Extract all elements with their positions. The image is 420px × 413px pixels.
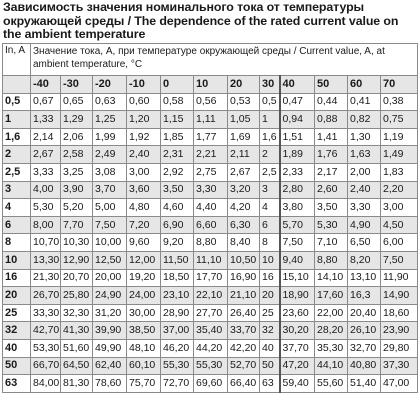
current-value-cell: 4,80 — [127, 199, 161, 217]
current-value-cell: 1,11 — [194, 111, 228, 129]
current-value-cell: 59,40 — [280, 375, 315, 393]
current-value-cell: 26,10 — [348, 322, 381, 340]
current-value-cell: 2,21 — [194, 146, 228, 164]
current-value-cell: 1,89 — [280, 146, 315, 164]
current-value-cell: 8,00 — [31, 216, 61, 234]
current-value-cell: 7,70 — [61, 216, 93, 234]
current-value-cell: 26,40 — [228, 304, 260, 322]
current-value-cell: 6,30 — [228, 216, 260, 234]
current-value-cell: 0,41 — [348, 93, 381, 111]
current-value-cell: 40,80 — [348, 357, 381, 375]
current-value-cell: 6,00 — [381, 234, 418, 252]
current-value-cell: 17,70 — [194, 269, 228, 287]
table-row — [3, 375, 418, 393]
current-value-cell: 3,50 — [315, 199, 348, 217]
current-value-cell: 66,40 — [228, 375, 260, 393]
temperature-header-cell: -20 — [93, 76, 127, 94]
current-value-cell: 2,92 — [161, 163, 194, 181]
current-value-cell: 4,50 — [381, 216, 418, 234]
current-value-cell: 16,3 — [348, 287, 381, 305]
current-value-cell: 2,5 — [260, 163, 280, 181]
table-row — [3, 163, 418, 181]
in-column-header: In, A — [3, 44, 31, 76]
current-value-cell: 3,70 — [93, 181, 127, 199]
current-value-cell: 47,00 — [381, 375, 418, 393]
current-value-cell: 8,80 — [194, 234, 228, 252]
current-value-cell: 3,50 — [161, 181, 194, 199]
current-value-cell: 50 — [260, 357, 280, 375]
current-value-cell: 14,10 — [315, 269, 348, 287]
current-value-cell: 10 — [260, 251, 280, 269]
table-row — [3, 93, 418, 111]
table-row — [3, 357, 418, 375]
current-value-cell: 2,49 — [93, 146, 127, 164]
rated-current-cell: 8 — [3, 234, 31, 252]
current-value-cell: 32,70 — [348, 339, 381, 357]
temperature-header-cell: 40 — [280, 76, 315, 94]
current-value-cell: 55,30 — [161, 357, 194, 375]
temperature-header-cell: 70 — [381, 76, 418, 94]
current-value-cell: 11,50 — [161, 251, 194, 269]
current-value-cell: 4,00 — [31, 181, 61, 199]
current-value-cell: 51,40 — [348, 375, 381, 393]
current-value-cell: 37,30 — [381, 357, 418, 375]
current-value-cell: 31,20 — [93, 304, 127, 322]
current-value-cell: 3,90 — [61, 181, 93, 199]
current-value-cell: 4,20 — [228, 199, 260, 217]
current-value-cell: 3,80 — [280, 199, 315, 217]
table-row — [3, 128, 418, 146]
current-value-cell: 55,30 — [194, 357, 228, 375]
current-value-cell: 5,30 — [31, 199, 61, 217]
current-value-cell: 12,00 — [127, 251, 161, 269]
current-value-cell: 8,40 — [228, 234, 260, 252]
current-value-cell: 2,60 — [315, 181, 348, 199]
current-value-cell: 4,40 — [194, 199, 228, 217]
rated-current-cell: 40 — [3, 339, 31, 357]
temperature-header-cell: 0 — [161, 76, 194, 94]
current-value-cell: 11,90 — [381, 269, 418, 287]
current-value-cell: 60,10 — [127, 357, 161, 375]
current-value-cell: 6,50 — [348, 234, 381, 252]
current-value-cell: 18,60 — [381, 304, 418, 322]
current-value-cell: 23,10 — [161, 287, 194, 305]
current-value-cell: 7,50 — [381, 251, 418, 269]
current-value-cell: 9,60 — [127, 234, 161, 252]
current-value-cell: 16,90 — [228, 269, 260, 287]
current-value-cell: 5,20 — [61, 199, 93, 217]
current-value-cell: 1,15 — [161, 111, 194, 129]
current-value-cell: 66,70 — [31, 357, 61, 375]
current-value-cell: 35,30 — [315, 339, 348, 357]
current-value-cell: 62,40 — [93, 357, 127, 375]
table-row — [3, 304, 418, 322]
current-value-cell: 48,10 — [127, 339, 161, 357]
current-value-cell: 0,67 — [31, 93, 61, 111]
table-body — [3, 93, 418, 392]
current-value-cell: 2,40 — [348, 181, 381, 199]
temperature-header-cell: 10 — [194, 76, 228, 94]
current-value-cell: 81,30 — [61, 375, 93, 393]
current-value-cell: 10,70 — [31, 234, 61, 252]
current-value-cell: 33,30 — [31, 304, 61, 322]
temperature-header-cell: 20 — [228, 76, 260, 94]
rated-current-cell: 16 — [3, 269, 31, 287]
current-value-cell: 72,70 — [161, 375, 194, 393]
current-value-cell: 13,10 — [348, 269, 381, 287]
current-value-cell: 1,6 — [260, 128, 280, 146]
current-value-cell: 12,90 — [61, 251, 93, 269]
current-value-cell: 63 — [260, 375, 280, 393]
table-row — [3, 216, 418, 234]
rated-current-cell: 3 — [3, 181, 31, 199]
current-value-cell: 24,00 — [127, 287, 161, 305]
current-value-cell: 6,60 — [194, 216, 228, 234]
current-value-cell: 69,60 — [194, 375, 228, 393]
current-value-cell: 3,33 — [31, 163, 61, 181]
temperature-header-cell: -30 — [61, 76, 93, 94]
current-value-cell: 2,17 — [315, 163, 348, 181]
current-value-cell: 41,30 — [61, 322, 93, 340]
current-value-cell: 3,25 — [61, 163, 93, 181]
current-value-cell: 35,40 — [194, 322, 228, 340]
current-value-cell: 1,49 — [381, 146, 418, 164]
current-value-cell: 19,20 — [127, 269, 161, 287]
rated-current-cell: 63 — [3, 375, 31, 393]
current-value-cell: 1 — [260, 111, 280, 129]
current-value-cell: 1,41 — [315, 128, 348, 146]
current-value-cell: 20,70 — [61, 269, 93, 287]
current-value-cell: 8,20 — [348, 251, 381, 269]
temperature-header-cell: 50 — [315, 76, 348, 94]
current-value-cell: 20,00 — [93, 269, 127, 287]
rated-current-cell: 4 — [3, 199, 31, 217]
current-value-cell: 51,60 — [61, 339, 93, 357]
current-value-cell: 0,44 — [315, 93, 348, 111]
current-value-cell: 33,70 — [228, 322, 260, 340]
current-value-cell: 4,60 — [161, 199, 194, 217]
current-value-cell: 30,00 — [127, 304, 161, 322]
current-value-cell: 3,08 — [93, 163, 127, 181]
rated-current-cell: 1,6 — [3, 128, 31, 146]
current-value-cell: 13,30 — [31, 251, 61, 269]
current-value-cell: 52,70 — [228, 357, 260, 375]
current-value-cell: 26,70 — [31, 287, 61, 305]
current-value-cell: 42,70 — [31, 322, 61, 340]
current-temperature-table — [2, 43, 418, 393]
current-value-cell: 29,80 — [381, 339, 418, 357]
temperature-header-cell: -40 — [31, 76, 61, 94]
current-value-cell: 5,30 — [315, 216, 348, 234]
current-value-cell: 3,00 — [381, 199, 418, 217]
current-value-cell: 2,06 — [61, 128, 93, 146]
current-value-cell: 28,20 — [315, 322, 348, 340]
current-value-cell: 78,60 — [93, 375, 127, 393]
current-value-cell: 27,70 — [194, 304, 228, 322]
current-value-cell: 1,77 — [194, 128, 228, 146]
current-value-cell: 8,80 — [315, 251, 348, 269]
current-value-cell: 1,85 — [161, 128, 194, 146]
temperature-corner-cell — [3, 76, 31, 94]
table-row — [3, 287, 418, 305]
current-value-cell: 1,51 — [280, 128, 315, 146]
current-value-cell: 2,80 — [280, 181, 315, 199]
current-value-cell: 46,20 — [161, 339, 194, 357]
current-value-cell: 1,69 — [228, 128, 260, 146]
current-value-cell: 1,19 — [381, 128, 418, 146]
current-value-cell: 64,50 — [61, 357, 93, 375]
temperature-column-header: Значение тока, А, при температуре окружающей среды / Current value, A, at ambient temperature, °C — [31, 44, 418, 76]
current-value-cell: 15,10 — [280, 269, 315, 287]
current-value-cell: 18,50 — [161, 269, 194, 287]
current-value-cell: 25,80 — [61, 287, 93, 305]
current-value-cell: 10,00 — [93, 234, 127, 252]
current-value-cell: 28,90 — [161, 304, 194, 322]
current-value-cell: 25 — [260, 304, 280, 322]
rated-current-cell: 20 — [3, 287, 31, 305]
table-row — [3, 111, 418, 129]
current-value-cell: 2,58 — [61, 146, 93, 164]
table-row — [3, 269, 418, 287]
current-value-cell: 0,65 — [61, 93, 93, 111]
current-value-cell: 22,00 — [315, 304, 348, 322]
current-value-cell: 53,30 — [31, 339, 61, 357]
current-value-cell: 0,53 — [228, 93, 260, 111]
current-value-cell: 84,00 — [31, 375, 61, 393]
current-value-cell: 2,00 — [348, 163, 381, 181]
current-value-cell: 3 — [260, 181, 280, 199]
current-value-cell: 3,30 — [194, 181, 228, 199]
current-value-cell: 16 — [260, 269, 280, 287]
current-value-cell: 0,38 — [381, 93, 418, 111]
current-value-cell: 22,10 — [194, 287, 228, 305]
current-value-cell: 2,33 — [280, 163, 315, 181]
current-value-cell: 24,90 — [93, 287, 127, 305]
current-value-cell: 7,10 — [315, 234, 348, 252]
temperature-header-cell: -10 — [127, 76, 161, 94]
current-value-cell: 47,20 — [280, 357, 315, 375]
table-row — [3, 251, 418, 269]
current-value-cell: 9,20 — [161, 234, 194, 252]
current-value-cell: 3,30 — [348, 199, 381, 217]
current-value-cell: 0,88 — [315, 111, 348, 129]
current-value-cell: 37,00 — [161, 322, 194, 340]
current-value-cell: 4,90 — [348, 216, 381, 234]
current-value-cell: 0,58 — [161, 93, 194, 111]
current-value-cell: 37,70 — [280, 339, 315, 357]
table-row — [3, 146, 418, 164]
current-value-cell: 0,94 — [280, 111, 315, 129]
current-value-cell: 32,30 — [61, 304, 93, 322]
current-value-cell: 14,90 — [381, 287, 418, 305]
current-value-cell: 12,50 — [93, 251, 127, 269]
rated-current-cell: 32 — [3, 322, 31, 340]
current-value-cell: 3,60 — [127, 181, 161, 199]
temperature-header-cell: 30 — [260, 76, 280, 94]
current-value-cell: 10,30 — [61, 234, 93, 252]
temperature-header-cell: 60 — [348, 76, 381, 94]
current-value-cell: 1,33 — [31, 111, 61, 129]
current-value-cell: 75,70 — [127, 375, 161, 393]
current-value-cell: 20,40 — [348, 304, 381, 322]
current-value-cell: 21,30 — [31, 269, 61, 287]
current-value-cell: 18,90 — [280, 287, 315, 305]
current-value-cell: 6,90 — [161, 216, 194, 234]
current-value-cell: 4 — [260, 199, 280, 217]
current-value-cell: 1,30 — [348, 128, 381, 146]
table-title: Зависимость значения номинального тока от температуры окружающей среды / The dependence of the rated current value on the ambient temperature — [3, 0, 399, 41]
current-value-cell: 1,20 — [127, 111, 161, 129]
rated-current-cell: 10 — [3, 251, 31, 269]
current-value-cell: 32 — [260, 322, 280, 340]
current-value-cell: 1,76 — [315, 146, 348, 164]
current-value-cell: 21,10 — [228, 287, 260, 305]
current-value-cell: 7,20 — [127, 216, 161, 234]
current-value-cell: 7,50 — [280, 234, 315, 252]
current-value-cell: 20 — [260, 287, 280, 305]
rated-current-cell: 2,5 — [3, 163, 31, 181]
current-value-cell: 5,00 — [93, 199, 127, 217]
current-value-cell: 0,47 — [280, 93, 315, 111]
current-value-cell: 23,90 — [381, 322, 418, 340]
current-value-cell: 0,5 — [260, 93, 280, 111]
table-row — [3, 199, 418, 217]
current-value-cell: 3,20 — [228, 181, 260, 199]
current-value-cell: 55,60 — [315, 375, 348, 393]
current-value-cell: 1,25 — [93, 111, 127, 129]
current-value-cell: 1,99 — [93, 128, 127, 146]
current-value-cell: 0,60 — [127, 93, 161, 111]
current-value-cell: 2,20 — [381, 181, 418, 199]
current-value-cell: 9,40 — [280, 251, 315, 269]
current-value-cell: 0,82 — [348, 111, 381, 129]
current-value-cell: 2,40 — [127, 146, 161, 164]
current-value-cell: 0,56 — [194, 93, 228, 111]
current-value-cell: 10,50 — [228, 251, 260, 269]
current-value-cell: 23,60 — [280, 304, 315, 322]
rated-current-cell: 50 — [3, 357, 31, 375]
current-value-cell: 42,20 — [228, 339, 260, 357]
current-value-cell: 0,75 — [381, 111, 418, 129]
table-row — [3, 234, 418, 252]
current-value-cell: 5,70 — [280, 216, 315, 234]
table-row — [3, 339, 418, 357]
current-value-cell: 39,90 — [93, 322, 127, 340]
table-row — [3, 322, 418, 340]
current-value-cell: 40 — [260, 339, 280, 357]
rated-current-cell: 0,5 — [3, 93, 31, 111]
current-value-cell: 2,75 — [194, 163, 228, 181]
rated-current-cell: 2 — [3, 146, 31, 164]
rated-current-cell: 1 — [3, 111, 31, 129]
table-row — [3, 181, 418, 199]
current-value-cell: 7,50 — [93, 216, 127, 234]
current-value-cell: 44,10 — [315, 357, 348, 375]
current-value-cell: 44,20 — [194, 339, 228, 357]
current-value-cell: 6 — [260, 216, 280, 234]
current-value-cell: 3,00 — [127, 163, 161, 181]
current-value-cell: 2 — [260, 146, 280, 164]
rated-current-cell: 6 — [3, 216, 31, 234]
current-value-cell: 11,10 — [194, 251, 228, 269]
current-value-cell: 2,67 — [31, 146, 61, 164]
header-row — [3, 44, 418, 76]
current-value-cell: 1,63 — [348, 146, 381, 164]
current-value-cell: 8 — [260, 234, 280, 252]
current-value-cell: 2,11 — [228, 146, 260, 164]
current-value-cell: 1,83 — [381, 163, 418, 181]
current-value-cell: 2,67 — [228, 163, 260, 181]
current-value-cell: 38,50 — [127, 322, 161, 340]
current-value-cell: 2,31 — [161, 146, 194, 164]
rated-current-cell: 25 — [3, 304, 31, 322]
temperature-row — [3, 76, 418, 94]
current-value-cell: 17,60 — [315, 287, 348, 305]
current-value-cell: 1,05 — [228, 111, 260, 129]
current-value-cell: 30,20 — [280, 322, 315, 340]
current-value-cell: 1,92 — [127, 128, 161, 146]
current-value-cell: 0,63 — [93, 93, 127, 111]
current-value-cell: 1,29 — [61, 111, 93, 129]
current-value-cell: 2,14 — [31, 128, 61, 146]
current-value-cell: 49,90 — [93, 339, 127, 357]
